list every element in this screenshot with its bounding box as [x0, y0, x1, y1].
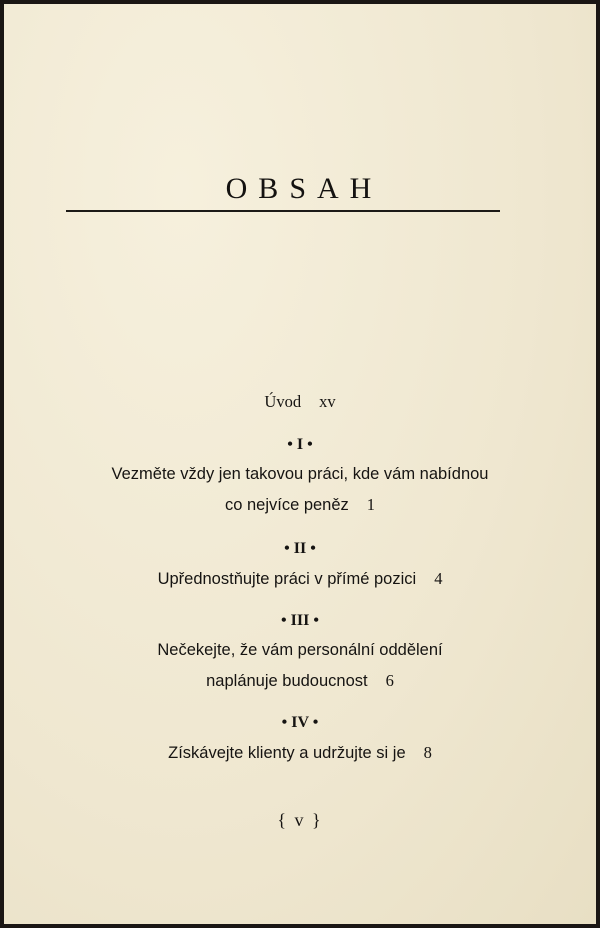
toc-chapter-1-line-2: co nejvíce peněz: [224, 496, 349, 514]
page-number: { v }: [277, 810, 323, 830]
toc-chapter-4-line-1: Získávejte klienty a udržujte si je: [168, 744, 406, 762]
title-rule: [66, 210, 500, 212]
toc-chapter-3-page: 6: [385, 671, 394, 690]
book-page: [4, 4, 596, 924]
chapter-marker-4: • IV •: [281, 714, 319, 731]
chapter-marker-3: • III •: [281, 612, 319, 629]
toc-chapter-2-page: 4: [434, 569, 443, 588]
toc-intro-entry: [4, 392, 596, 412]
toc-chapter-2-line-1: Upřednostňujte práci v přímé pozici: [157, 570, 417, 588]
toc-chapter-4-page: 8: [423, 743, 432, 762]
toc-intro-page: xv: [319, 392, 336, 411]
page-title: OBSAH: [225, 172, 383, 205]
toc-chapter-4-entry: [4, 743, 596, 763]
chapter-marker-1: • I •: [287, 436, 313, 453]
toc-chapter-3-line-1: Nečekejte, že vám personální oddělení: [157, 641, 443, 659]
toc-intro-label: Úvod: [264, 392, 302, 411]
chapter-marker-2: • II •: [284, 540, 316, 557]
toc-chapter-1-entry: [4, 495, 596, 515]
toc-chapter-1-line-1: Vezměte vždy jen takovou práci, kde vám nabídnou: [111, 465, 489, 483]
toc-chapter-2-entry: [4, 569, 596, 589]
toc-chapter-1-page: 1: [366, 495, 376, 514]
toc-chapter-3-entry: [4, 671, 596, 691]
toc-chapter-3-line-2: naplánuje budoucnost: [206, 672, 368, 690]
